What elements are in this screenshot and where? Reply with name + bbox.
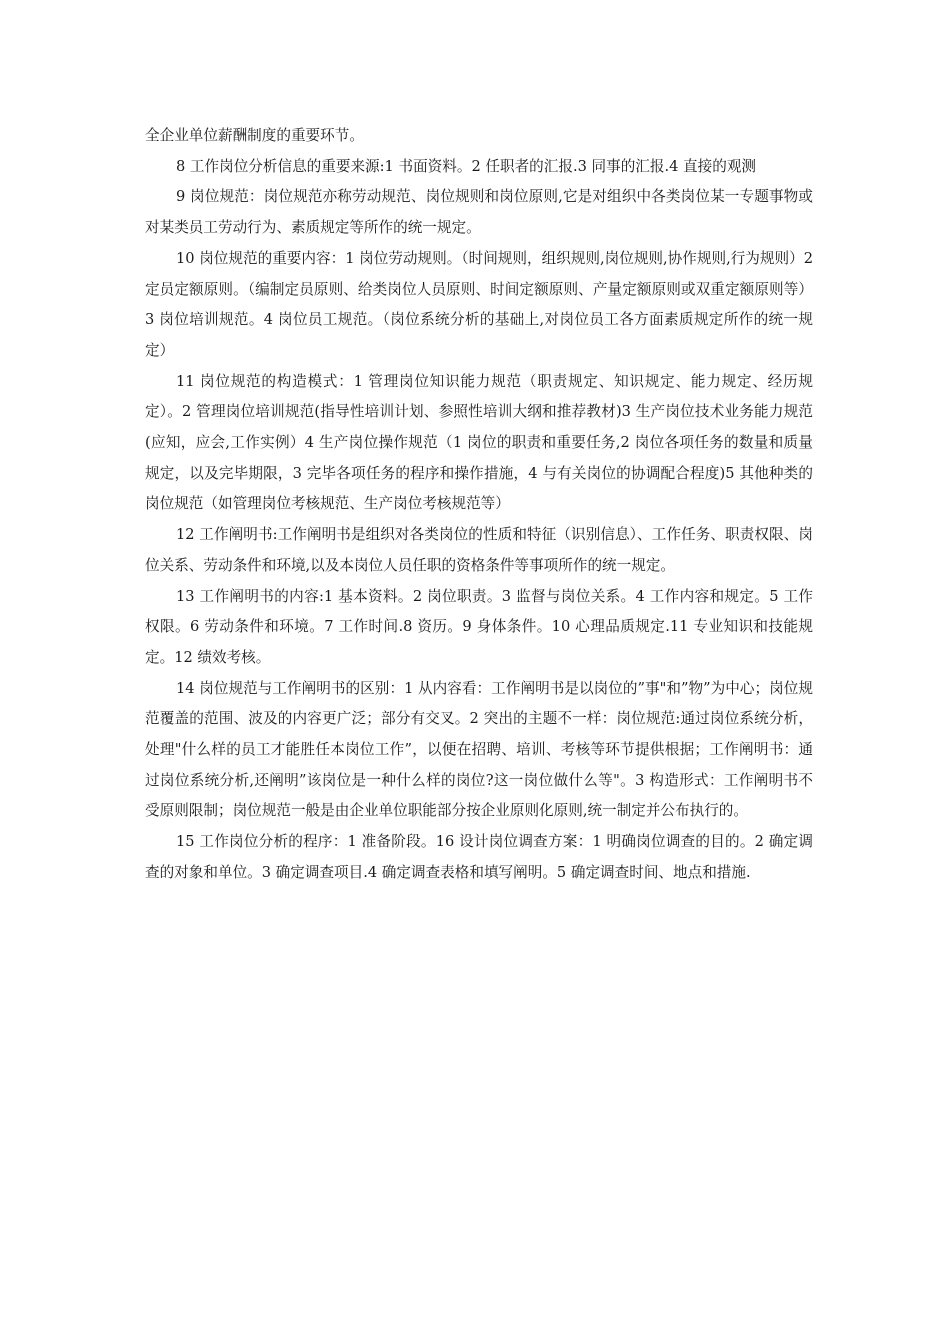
paragraph-13: 13 工作阐明书的内容:1 基本资料。2 岗位职责。3 监督与岗位关系。4 工作内容和规定。5 工作权限。6 劳动条件和环境。7 工作时间.8 资历。9 身体条件。10 心理品质规定.11 专业知识和技能规定。12 绩效考核。 [145,587,813,666]
paragraph-0: 全企业单位薪酬制度的重要环节。 [145,127,364,144]
paragraph-15: 15 工作岗位分析的程序：1 准备阶段。16 设计岗位调查方案：1 明确岗位调查的目的。2 确定调查的对象和单位。3 确定调查项目.4 确定调查表格和填写阐明。5 确定调查时间、地点和措施. [145,833,813,881]
paragraph-14: 14 岗位规范与工作阐明书的区别：1 从内容看：工作阐明书是以岗位的”事"和”物”为中心；岗位规范覆盖的范围、波及的内容更广泛；部分有交叉。2 突出的主题不一样：岗位规范:通过岗位系统分析，处理"什么样的员工才能胜任本岗位工作”，以便在招聘、培训、考核等环节提供根据；工作阐明书：通过岗位系统分析,还阐明”该岗位是一种什么样的岗位?这一岗位做什么等"。3 构造形式：工作阐明书不受原则限制；岗位规范一般是由企业单位职能部分按企业原则化原则,统一制定并公布执行的。 [145,679,813,820]
paragraph-8: 8 工作岗位分析信息的重要来源:1 书面资料。2 任职者的汇报.3 同事的汇报.4 直接的观测 [176,157,757,175]
paragraph-12: 12 工作阐明书:工作阐明书是组织对各类岗位的性质和特征（识别信息）、工作任务、职责权限、岗位关系、劳动条件和环境,以及本岗位人员任职的资格条件等事项所作的统一规定。 [145,526,813,574]
paragraph-9: 9 岗位规范：岗位规范亦称劳动规范、岗位规则和岗位原则,它是对组织中各类岗位某一专题事物或对某类员工劳动行为、素质规定等所作的统一规定。 [145,188,813,237]
document-page [145,121,813,889]
paragraph-10: 10 岗位规范的重要内容：1 岗位劳动规则。（时间规则，组织规则,岗位规则,协作规则,行为规则）2 定员定额原则。（编制定员原则、给类岗位人员原则、时间定额原则、产量定额原则或双重定额原则等）3 岗位培训规范。4 岗位员工规范。（岗位系统分析的基础上,对岗位员工各方面素质规定所作的统一规定） [145,249,813,359]
paragraph-11: 11 岗位规范的构造模式：1 管理岗位知识能力规范（职责规定、知识规定、能力规定、经历规定）。2 管理岗位培训规范(指导性培训计划、参照性培训大纲和推荐教材)3 生产岗位技术业务能力规范(应知，应会,工作实例）4 生产岗位操作规范（1 岗位的职责和重要任务,2 岗位各项任务的数量和质量规定，以及完毕期限，3 完毕各项任务的程序和操作措施，4 与有关岗位的协调配合程度)5 其他种类的岗位规范（如管理岗位考核规范、生产岗位考核规范等） [145,372,813,513]
